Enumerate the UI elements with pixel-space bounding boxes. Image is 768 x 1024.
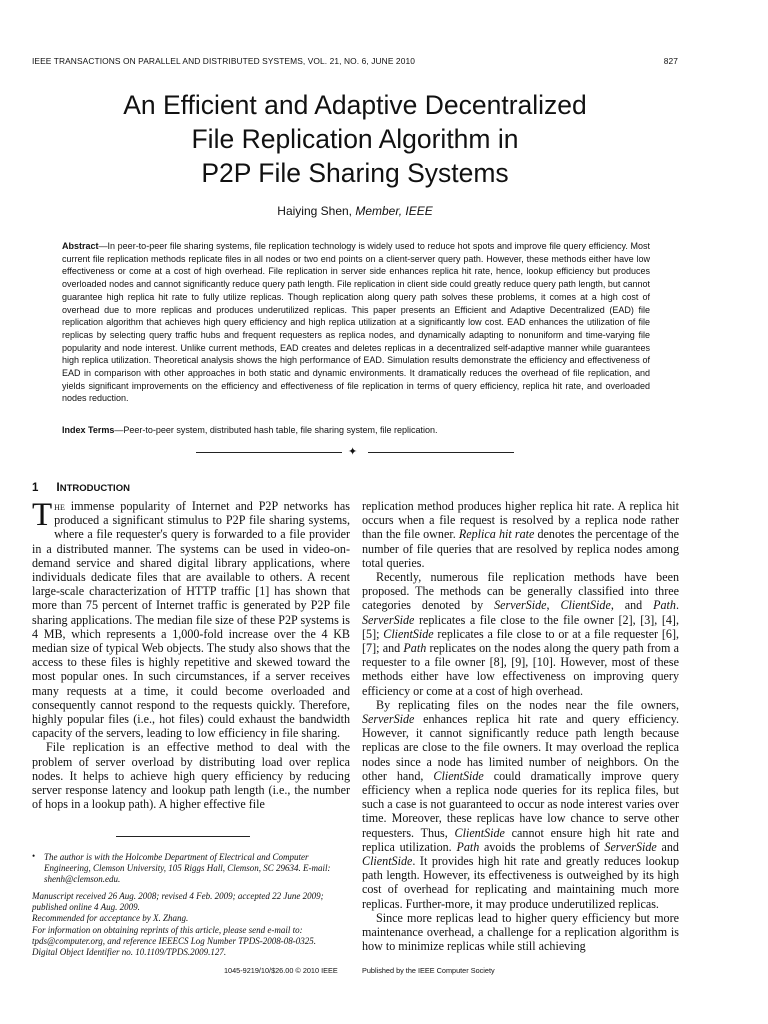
affiliation-text: The author is with the Holcombe Department of Electrical and Computer Engineering, Clemson University, 105 Riggs Hall, Clemson, SC 29634. E-mail: shenh@clemson.edu.: [44, 852, 331, 885]
term: ServerSide: [494, 598, 547, 613]
text-run: ,: [546, 598, 561, 613]
text-run: By replicating files on the nodes near the file owners,: [376, 697, 679, 712]
author-name: Haiying Shen,: [277, 204, 352, 218]
intro-paragraph-1: [32, 499, 350, 740]
text-run: replicates on the nodes along the query path from a requester to a file owner [8], [9], [10]. However, most of these methods either have low effectiveness on improving query efficiency or come at a cost of high overhead.: [362, 641, 679, 698]
text-run: could dramatically improve query efficiency when a replica node queries for its replica files, but such a case is not guaranteed to occur as node interest varies over time. Moreover, these replicas have low chance to serve other requesters. Thus,: [362, 768, 680, 840]
footnotes: [32, 852, 350, 958]
term: ClientSide: [362, 854, 413, 869]
page-number: 827: [663, 56, 678, 66]
text-run: replication method produces higher replica hit rate. A replica hit occurs when a file request is resolved by a replica node rather than the file owner.: [362, 499, 679, 542]
section-title-rest: NTRODUCTION: [59, 483, 130, 494]
abstract-label: Abstract: [62, 241, 99, 251]
index-terms-label: Index Terms: [62, 425, 115, 435]
text-run: .: [675, 598, 679, 613]
title-line-1: An Efficient and Adaptive Decentralized: [123, 90, 587, 120]
publisher-footer: Published by the IEEE Computer Society: [362, 966, 495, 975]
bullet-icon: •: [32, 851, 36, 861]
term: ClientSide: [454, 825, 505, 840]
affiliation-note: [32, 852, 350, 885]
right-paragraph-2: [362, 570, 679, 698]
term: ClientSide: [383, 626, 434, 641]
text-run: . It provides high hit rate and greatly reduces lookup path length. However, its effectiveness is outweighed by its high cost of overhead for replicating and maintaining much more replicas. Further-more, it may produce underutilized replicas.: [362, 854, 679, 911]
abstract: [62, 240, 650, 405]
abstract-text: —In peer-to-peer file sharing systems, file replication technology is widely used to reduce hot spots and improve file query efficiency. Most current file replication methods replicate files in all nodes or two end points on a client-server query path. However, these methods either have low effectiveness or come at a cost of high overhead. File replication in server side enhances replica hit rate, hence, lookup efficiency but produces overloaded nodes and cannot significantly reduce query path length. File replication in client side could greatly reduce query path length, but cannot guarantee high replica hit rate to fully utilize replicas. Though replication along query path solves these problems, it comes at a high cost of overhead due to more replicas and produces underutilized replicas. This paper presents an Efficient and Adaptive Decentralized (EAD) file replication algorithm that achieves high query efficiency and high replica utilization at a significantly low cost. EAD enhances the utilization of file replicas by selecting query traffic hubs and frequent requesters as replica nodes, and dynamically adapting to nonuniform and time-varying file popularity and node interest. Unlike current methods, EAD creates and deletes replicas in a decentralized self-adaptive manner while guarantees high replica utilization. Theoretical analysis shows the high performance of EAD. Simulation results demonstrate the efficiency and effectiveness of EAD in comparison with other approaches in both static and dynamic environments. It dramatically reduces the overhead of file replication, and yields significant improvements on the efficiency and effectiveness of file replication in terms of query efficiency, replica hit rate, and overloaded nodes reduction.: [62, 241, 650, 404]
text-run: replicates a file close to or at a file requester [6], [7]; and: [362, 626, 679, 656]
journal-info: IEEE TRANSACTIONS ON PARALLEL AND DISTRIBUTED SYSTEMS, VOL. 21, NO. 6, JUNE 2010: [32, 56, 415, 66]
drop-cap: T: [32, 497, 53, 533]
text-run: Recently, numerous file replication methods have been proposed. The methods can be generally classified into three categories denoted by: [362, 570, 679, 613]
section-divider: [196, 447, 514, 457]
term: Path: [653, 598, 676, 613]
term: Path: [403, 641, 427, 656]
right-paragraph-4: Since more replicas lead to higher query efficiency but more maintenance overhead, a challenge for a replication algorithm is how to minimize replicas while still achieving: [362, 910, 679, 954]
section-heading: [32, 480, 130, 494]
term: ClientSide: [433, 768, 484, 783]
term: Replica hit rate: [458, 527, 535, 542]
section-number: 1: [32, 482, 39, 494]
term: Path: [456, 839, 480, 854]
intro-paragraph-1-text: immense popularity of Internet and P2P networks has produced a significant stimulus to P2P file sharing systems, where a file requester's query is forwarded to a file provider in a distributed manner. The systems can be used in video-on-demand service and shared digital library applications, where individuals dedicate files that are available to others. A recent large-scale characterization of HTTP traffic [1] has shown that more than 75 percent of Internet traffic is generated by P2P file sharing applications. The median file size of these P2P systems is 4 MB, which represents a 1,000-fold increase over the 4 KB median size of typical Web objects. The study also shows that the access to these files is highly repetitive and skewed toward the most popular ones. In such circumstances, if a server receives many requests at a time, it could become overloaded and consequently cannot respond to the requests quickly. Therefore, highly popular files (i.e., hot files) could exhaust the bandwidth capacity of the servers, leading to low efficiency in file sharing.: [32, 499, 350, 741]
right-column: [362, 499, 679, 954]
title-line-3: P2P File Sharing Systems: [201, 158, 509, 188]
author-line: [40, 204, 670, 218]
left-column: [32, 499, 350, 811]
divider-line-right: [368, 452, 514, 453]
text-run: denotes the percentage of the number of file queries that are resolved by replica nodes among total queries.: [362, 527, 680, 570]
text-run: , and: [610, 598, 654, 613]
term: ServerSide: [362, 712, 415, 727]
recommended-by: Recommended for acceptance by X. Zhang.: [32, 913, 189, 924]
text-run: and: [656, 839, 679, 854]
intro-first-word: he: [54, 499, 65, 513]
index-terms: [62, 424, 650, 436]
text-run: replicates a file close to the file owner [2], [3], [4], [5];: [362, 612, 679, 641]
text-run: avoids the problems of: [479, 839, 605, 854]
doi: Digital Object Identifier no. 10.1109/TPDS.2009.127.: [32, 946, 227, 957]
text-run: cannot ensure high hit rate and replica utilization.: [362, 825, 680, 854]
index-terms-text: —Peer-to-peer system, distributed hash table, file sharing system, file replication.: [114, 425, 438, 435]
right-paragraph-1: [362, 499, 679, 570]
paper-title: [40, 88, 670, 190]
right-paragraph-3: [362, 698, 679, 911]
term: ServerSide: [362, 612, 415, 627]
manuscript-dates: Manuscript received 26 Aug. 2008; revised 4 Feb. 2009; accepted 22 June 2009; published online 4 Aug. 2009.: [32, 891, 324, 913]
intro-paragraph-2: File replication is an effective method to deal with the problem of server overload by distributing load over replica nodes. It helps to achieve high query efficiency by reducing server response latency and lookup path length (i.e., the number of hops in a lookup path). A higher effective file: [32, 740, 350, 812]
text-end-rule: [116, 836, 250, 837]
title-line-2: File Replication Algorithm in: [191, 124, 519, 154]
author-membership: Member, IEEE: [355, 204, 433, 218]
divider-star-icon: ✦: [348, 445, 358, 458]
section-title-initial: I: [56, 480, 60, 494]
text-run: enhances replica hit rate and query efficiency. However, it cannot significantly reduce path length because replicas are close to the file owners. It may overload the replica nodes since a node has limited number of neighbors. On the other hand,: [362, 712, 679, 783]
term: ClientSide: [560, 598, 611, 613]
running-header: [32, 56, 678, 68]
copyright-footer: 1045-9219/10/$26.00 © 2010 IEEE: [224, 966, 338, 975]
divider-line-left: [196, 452, 342, 453]
term: ServerSide: [604, 839, 657, 854]
reprints-info: For information on obtaining reprints of this article, please send e-mail to: tpds@computer.org, and reference IEEECS Log Number TPDS-2008-08-0325.: [32, 924, 316, 946]
